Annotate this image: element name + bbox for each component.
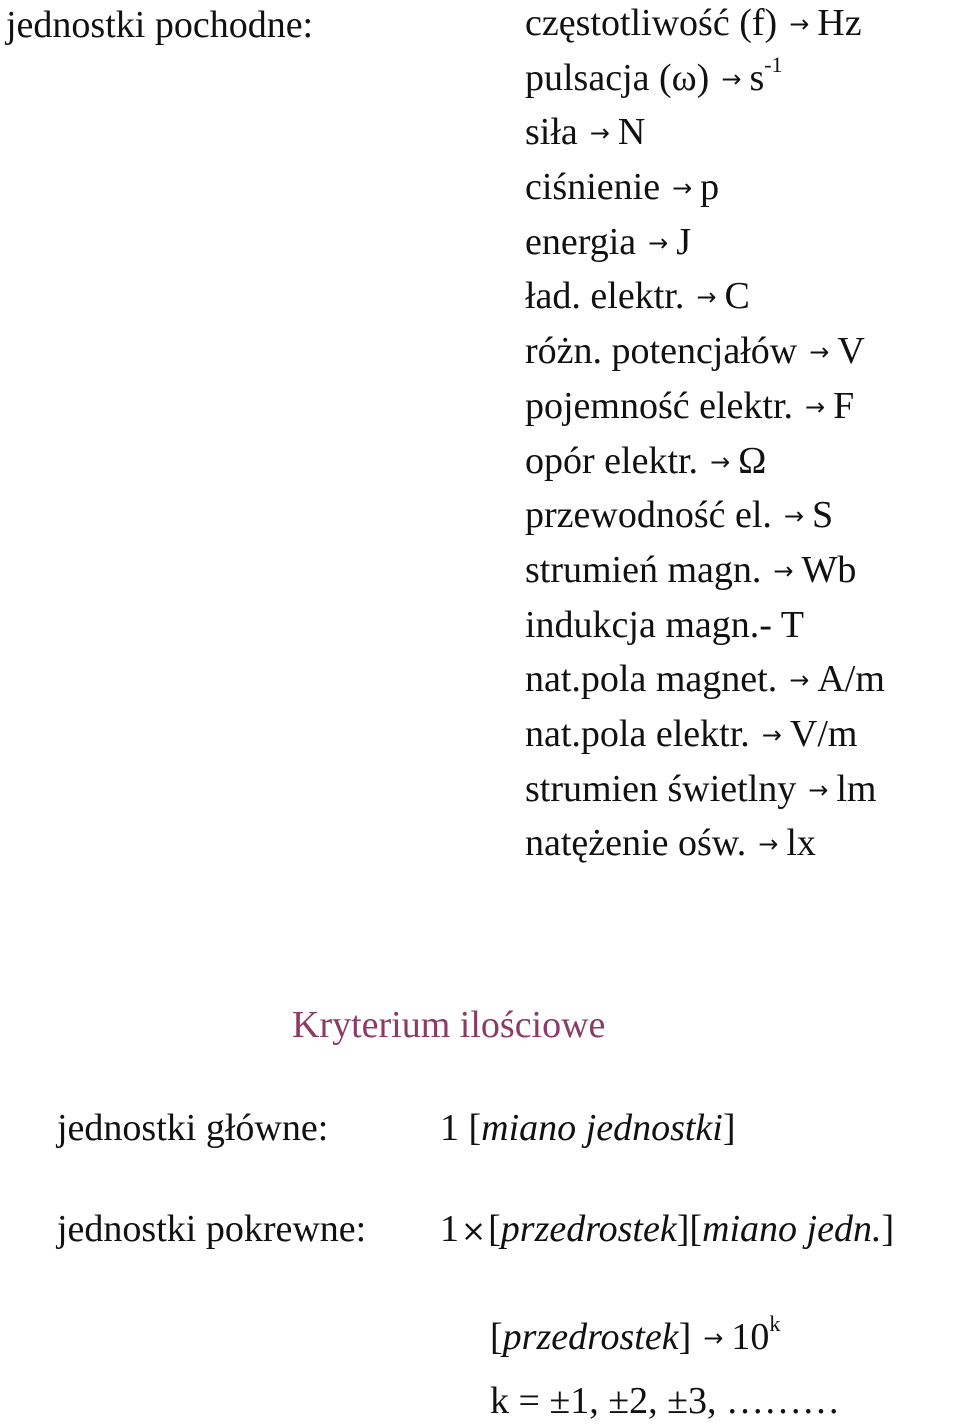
- unit-symbol: lx: [786, 822, 816, 865]
- main-units-label: jednostki główne:: [57, 1107, 329, 1149]
- prefix-exponent: k: [769, 1311, 781, 1336]
- derived-unit-row: [525, 711, 885, 766]
- related-units-mid: ][: [676, 1208, 703, 1250]
- quantity-name: nat.pola elektr.: [525, 712, 750, 755]
- unit-symbol: p: [700, 166, 720, 209]
- derived-unit-row: [525, 438, 885, 493]
- derived-unit-row: [525, 328, 885, 383]
- unit-symbol: lm: [836, 767, 877, 810]
- prefix-open: [: [490, 1316, 503, 1358]
- unit-symbol: F: [833, 384, 855, 427]
- derived-unit-row: [525, 602, 885, 657]
- derived-unit-row: [525, 273, 885, 328]
- quantity-name: przewodność el.: [525, 494, 772, 537]
- derived-unit-row: [525, 164, 885, 219]
- unit-symbol: N: [617, 111, 646, 154]
- arrow-icon: →: [805, 392, 826, 421]
- derived-unit-row: [525, 656, 885, 711]
- unit-symbol: Hz: [817, 2, 862, 44]
- times-sign: ×: [461, 1214, 487, 1249]
- quantity-name: opór elektr.: [525, 439, 699, 482]
- prefix-base: 10: [731, 1316, 770, 1358]
- related-units-formula: [440, 1210, 894, 1248]
- unit-symbol: V/m: [789, 712, 858, 755]
- arrow-icon: →: [589, 119, 610, 148]
- k-values: k = ±1, ±2, ±3, ………: [490, 1380, 840, 1422]
- arrow-icon: →: [783, 502, 805, 531]
- unit-symbol: A/m: [817, 658, 885, 701]
- quantity-name: natężenie ośw.: [525, 822, 747, 865]
- main-units-one: 1 [: [440, 1107, 482, 1149]
- quantity-name: pojemność elektr.: [525, 384, 794, 427]
- quantity-name: ciśnienie: [525, 166, 661, 209]
- arrow-icon: →: [789, 666, 810, 695]
- quantity-name: energia: [525, 220, 637, 263]
- prefix-close: ]: [678, 1316, 692, 1358]
- arrow-icon: →: [809, 338, 830, 367]
- unit-symbol: s: [749, 56, 765, 99]
- arrow-icon: →: [672, 174, 693, 203]
- arrow-icon: →: [648, 228, 669, 257]
- quantity-name: ład. elektr.: [525, 275, 685, 318]
- unit-symbol: J: [676, 220, 692, 263]
- quantity-name: nat.pola magnet.: [525, 658, 778, 701]
- quantity-criterion-heading: Kryterium ilościowe: [292, 1004, 606, 1046]
- arrow-icon: →: [789, 10, 810, 38]
- arrow-icon: →: [721, 64, 742, 93]
- related-units-label: jednostki pokrewne:: [57, 1208, 367, 1250]
- unit-exponent: -1: [764, 51, 783, 77]
- related-units-open: [: [488, 1208, 501, 1250]
- derived-unit-row: [525, 109, 885, 164]
- derived-unit-row: [525, 219, 885, 274]
- related-units-name-term: miano jedn.: [702, 1208, 882, 1250]
- prefix-rule: [490, 1311, 781, 1358]
- quantity-name: strumien świetlny: [525, 767, 797, 810]
- derived-unit-row: [525, 820, 885, 875]
- unit-symbol: V: [837, 330, 865, 373]
- quantity-name: siła: [525, 111, 578, 154]
- arrow-icon: →: [773, 556, 794, 585]
- unit-symbol: Ω: [738, 439, 767, 482]
- arrow-icon: →: [808, 775, 829, 804]
- derived-unit-row: [525, 383, 885, 438]
- quantity-name: pulsacja (ω): [525, 56, 710, 99]
- main-units-formula: [440, 1109, 736, 1147]
- quantity-name: różn. potencjałów: [525, 330, 798, 373]
- quantity-name: strumień magn.: [525, 548, 762, 591]
- related-units-prefix-term: przedrostek: [500, 1208, 677, 1250]
- derived-units-list: [525, 0, 885, 875]
- prefix-term: przedrostek: [502, 1316, 679, 1358]
- derived-unit-row: [525, 0, 885, 55]
- unit-symbol: C: [724, 275, 750, 318]
- unit-symbol: S: [812, 494, 834, 537]
- derived-unit-row: [525, 51, 885, 110]
- unit-symbol: Wb: [801, 548, 857, 591]
- quantity-name: indukcja magn.- T: [525, 603, 804, 646]
- arrow-icon: →: [761, 720, 782, 749]
- main-units-term: miano jednostki: [481, 1107, 723, 1149]
- derived-unit-row: [525, 547, 885, 602]
- derived-unit-row: [525, 766, 885, 821]
- derived-units-label: jednostki pochodne:: [6, 4, 314, 46]
- arrow-icon: →: [758, 830, 779, 859]
- arrow-icon: →: [710, 447, 731, 476]
- related-units-close: ]: [881, 1208, 895, 1250]
- quantity-name: częstotliwość (f): [525, 2, 778, 44]
- arrow-icon: →: [696, 283, 717, 312]
- derived-unit-row: [525, 492, 885, 547]
- arrow-icon: →: [703, 1324, 724, 1352]
- related-units-one: 1: [440, 1208, 459, 1250]
- main-units-close: ]: [722, 1107, 736, 1149]
